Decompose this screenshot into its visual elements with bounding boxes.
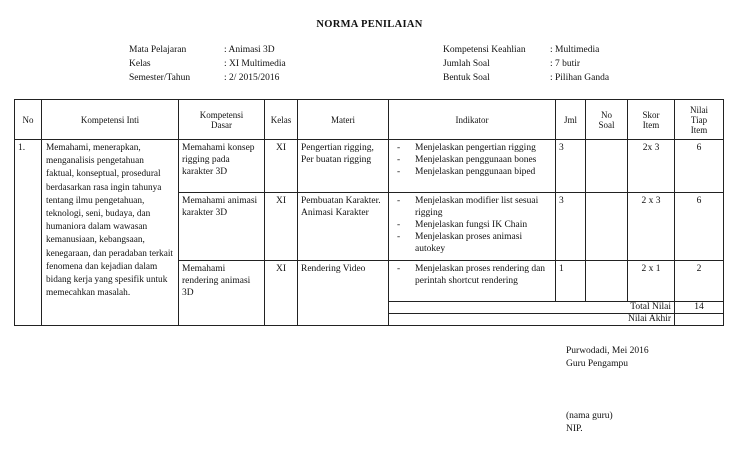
header-jml: Jml: [556, 100, 586, 140]
cell-kompetensi-inti: Memahami, menerapkan, menganalisis pengetahuan faktual, konseptual, prosedural berdasarkan rasa ingin tahunya tentang ilmu pengetahuan, teknologi, seni, budaya, dan humaniora dalam wawasan kemanusiaan, kebangsaan, kenegaraan, dan peradaban terkait fenomena dan kejadian dalam bidang kerja yang spesifik untuk memecahkan masalah.: [42, 140, 179, 326]
indicator-item: - Menjelaskan proses animasi autokey: [397, 231, 552, 255]
cell-kelas: XI: [265, 261, 298, 326]
cell-no-soal: [586, 140, 628, 193]
info-value-bentuk-soal: : Pilihan Ganda: [550, 73, 610, 83]
cell-indikator: [389, 193, 556, 261]
signature-name: (nama guru): [566, 411, 613, 421]
table-row: [15, 140, 724, 193]
cell-indikator: [389, 140, 556, 193]
cell-skor: 2 x 1: [628, 261, 675, 302]
info-value-jumlah-soal: : 7 butir: [550, 59, 581, 69]
header-materi: Materi: [298, 100, 389, 140]
info-label-jumlah-soal: Jumlah Soal: [443, 59, 490, 69]
cell-materi: Pembuatan Karakter. Animasi Karakter: [298, 193, 389, 261]
cell-jml: 3: [556, 140, 586, 193]
total-label: Total Nilai: [389, 302, 675, 314]
info-value-semester: : 2/ 2015/2016: [224, 73, 280, 83]
table-header-row: [15, 100, 724, 140]
cell-jml: 1: [556, 261, 586, 302]
cell-kd: Memahami rendering animasi 3D: [179, 261, 265, 326]
signature-role: Guru Pengampu: [566, 359, 629, 369]
indicator-item: - Menjelaskan proses rendering dan perintah shortcut rendering: [397, 263, 552, 287]
cell-kelas: XI: [265, 193, 298, 261]
info-label-mapel: Mata Pelajaran: [129, 45, 187, 55]
header-no-soal: No Soal: [586, 100, 628, 140]
indicator-item: - Menjelaskan penggunaan biped: [397, 166, 552, 178]
indicator-item: - Menjelaskan fungsi IK Chain: [397, 219, 552, 231]
page-title: NORMA PENILAIAN: [316, 19, 423, 30]
header-skor-item: Skor Item: [628, 100, 675, 140]
cell-nilai: 6: [675, 193, 724, 261]
assessment-table: [14, 99, 724, 326]
cell-materi: Rendering Video: [298, 261, 389, 326]
header-no: No: [15, 100, 42, 140]
header-kompetensi-inti: Kompetensi Inti: [42, 100, 179, 140]
total-value: 14: [675, 302, 724, 314]
header-indikator: Indikator: [389, 100, 556, 140]
header-kelas: Kelas: [265, 100, 298, 140]
header-nilai-tiap-item: Nilai Tiap Item: [675, 100, 724, 140]
signature-place-date: Purwodadi, Mei 2016: [566, 346, 649, 356]
cell-kd: Memahami konsep rigging pada karakter 3D: [179, 140, 265, 193]
cell-skor: 2x 3: [628, 140, 675, 193]
cell-jml: 3: [556, 193, 586, 261]
cell-materi: Pengertian rigging, Per buatan rigging: [298, 140, 389, 193]
header-kompetensi-dasar: Kompetensi Dasar: [179, 100, 265, 140]
cell-kd: Memahami animasi karakter 3D: [179, 193, 265, 261]
info-value-kelas: : XI Multimedia: [224, 59, 286, 69]
indicator-item: - Menjelaskan modifier list sesuai rigging: [397, 195, 552, 219]
info-value-kompetensi-keahlian: : Multimedia: [550, 45, 600, 55]
cell-no-soal: [586, 193, 628, 261]
info-label-semester: Semester/Tahun: [129, 73, 191, 83]
final-score-value: [675, 314, 724, 326]
cell-no: 1.: [15, 140, 42, 326]
cell-nilai: 2: [675, 261, 724, 302]
indicator-item: - Menjelaskan pengertian rigging: [397, 142, 552, 154]
info-label-bentuk-soal: Bentuk Soal: [443, 73, 490, 83]
info-value-mapel: : Animasi 3D: [224, 45, 275, 55]
info-label-kompetensi-keahlian: Kompetensi Keahlian: [443, 45, 526, 55]
cell-nilai: 6: [675, 140, 724, 193]
info-label-kelas: Kelas: [129, 59, 151, 69]
signature-nip: NIP.: [566, 424, 583, 434]
cell-skor: 2 x 3: [628, 193, 675, 261]
cell-no-soal: [586, 261, 628, 302]
cell-indikator: [389, 261, 556, 302]
final-score-label: Nilai Akhir: [389, 314, 675, 326]
indicator-item: - Menjelaskan penggunaan bones: [397, 154, 552, 166]
cell-kelas: XI: [265, 140, 298, 193]
